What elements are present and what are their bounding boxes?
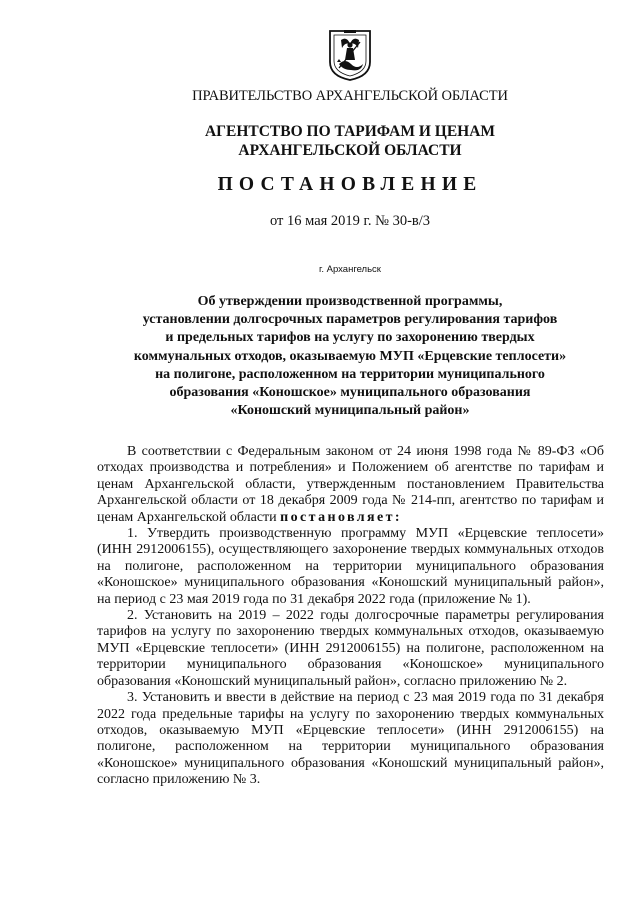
document-city: г. Архангельск <box>319 264 381 275</box>
preamble-text: В соответствии с Федеральным законом от 24 июня 1998 года № 89-ФЗ «Об отходах производства и потребления» и Положением об агентстве по тарифам и ценам Архангельской области, утвержденным постановлением Правительства Архангельской области от 18 декабря 2009 года № 214-пп, агентство по тарифам и ценам Архангельской области <box>97 444 604 525</box>
coat-of-arms-icon <box>327 28 373 82</box>
document-subject <box>0 293 640 420</box>
subject-line: на полигоне, расположенном на территории муниципального <box>155 366 545 382</box>
subject-line: образования «Коношское» муниципального образования <box>169 385 531 401</box>
subject-line: «Коношский муниципальный район» <box>230 403 470 419</box>
item-1-paragraph: 1. Утвердить производственную программу МУП «Ерцевские теплосети» (ИНН 2912006155), осуществляющего захоронение твердых коммунальных отходов на полигоне, расположенном на территории муниципального образования «Коношское» муниципального образования «Коношский муниципальный район», на период с 23 мая 2019 года по 31 декабря 2022 года (приложение № 1). <box>97 526 604 607</box>
subject-line: коммунальных отходов, оказываемую МУП «Ерцевские теплосети» <box>133 348 567 364</box>
preamble-paragraph <box>97 444 604 526</box>
item-2-paragraph: 2. Установить на 2019 – 2022 годы долгосрочные параметры регулирования тарифов на услугу по захоронению твердых коммунальных отходов, оказываемую МУП «Ерцевские теплосети» (ИНН 2912006155) на полигоне, расположенном на территории муниципального образования «Коношское» муниципального образования «Коношский муниципальный район», согласно приложению № 2. <box>97 608 604 689</box>
subject-line: Об утверждении производственной программы, <box>197 294 503 309</box>
subject-line: установлении долгосрочных параметров регулирования тарифов <box>142 312 558 328</box>
subject-line: и предельных тарифов на услугу по захоронению твердых <box>165 330 535 346</box>
document-type-title: ПОСТАНОВЛЕНИЕ <box>217 174 483 195</box>
document-body <box>97 444 604 789</box>
government-name: ПРАВИТЕЛЬСТВО АРХАНГЕЛЬСКОЙ ОБЛАСТИ <box>192 88 508 104</box>
agency-name <box>0 122 640 160</box>
agency-name-line-2: АРХАНГЕЛЬСКОЙ ОБЛАСТИ <box>238 142 462 159</box>
item-3-paragraph: 3. Установить и ввести в действие на период с 23 мая 2019 года по 31 декабря 2022 года предельные тарифы на услугу по захоронению твердых коммунальных отходов, оказываемую МУП «Ерцевские теплосети» (ИНН 2912006155) на полигоне, расположенном на территории муниципального образования «Коношское» муниципального образования «Коношский муниципальный район», согласно приложению № 3. <box>97 690 604 788</box>
agency-name-line-1: АГЕНТСТВО ПО ТАРИФАМ И ЦЕНАМ <box>204 123 496 140</box>
document-date-number: от 16 мая 2019 г. № 30-в/3 <box>269 213 431 229</box>
resolves-word: постановляет: <box>280 509 402 525</box>
